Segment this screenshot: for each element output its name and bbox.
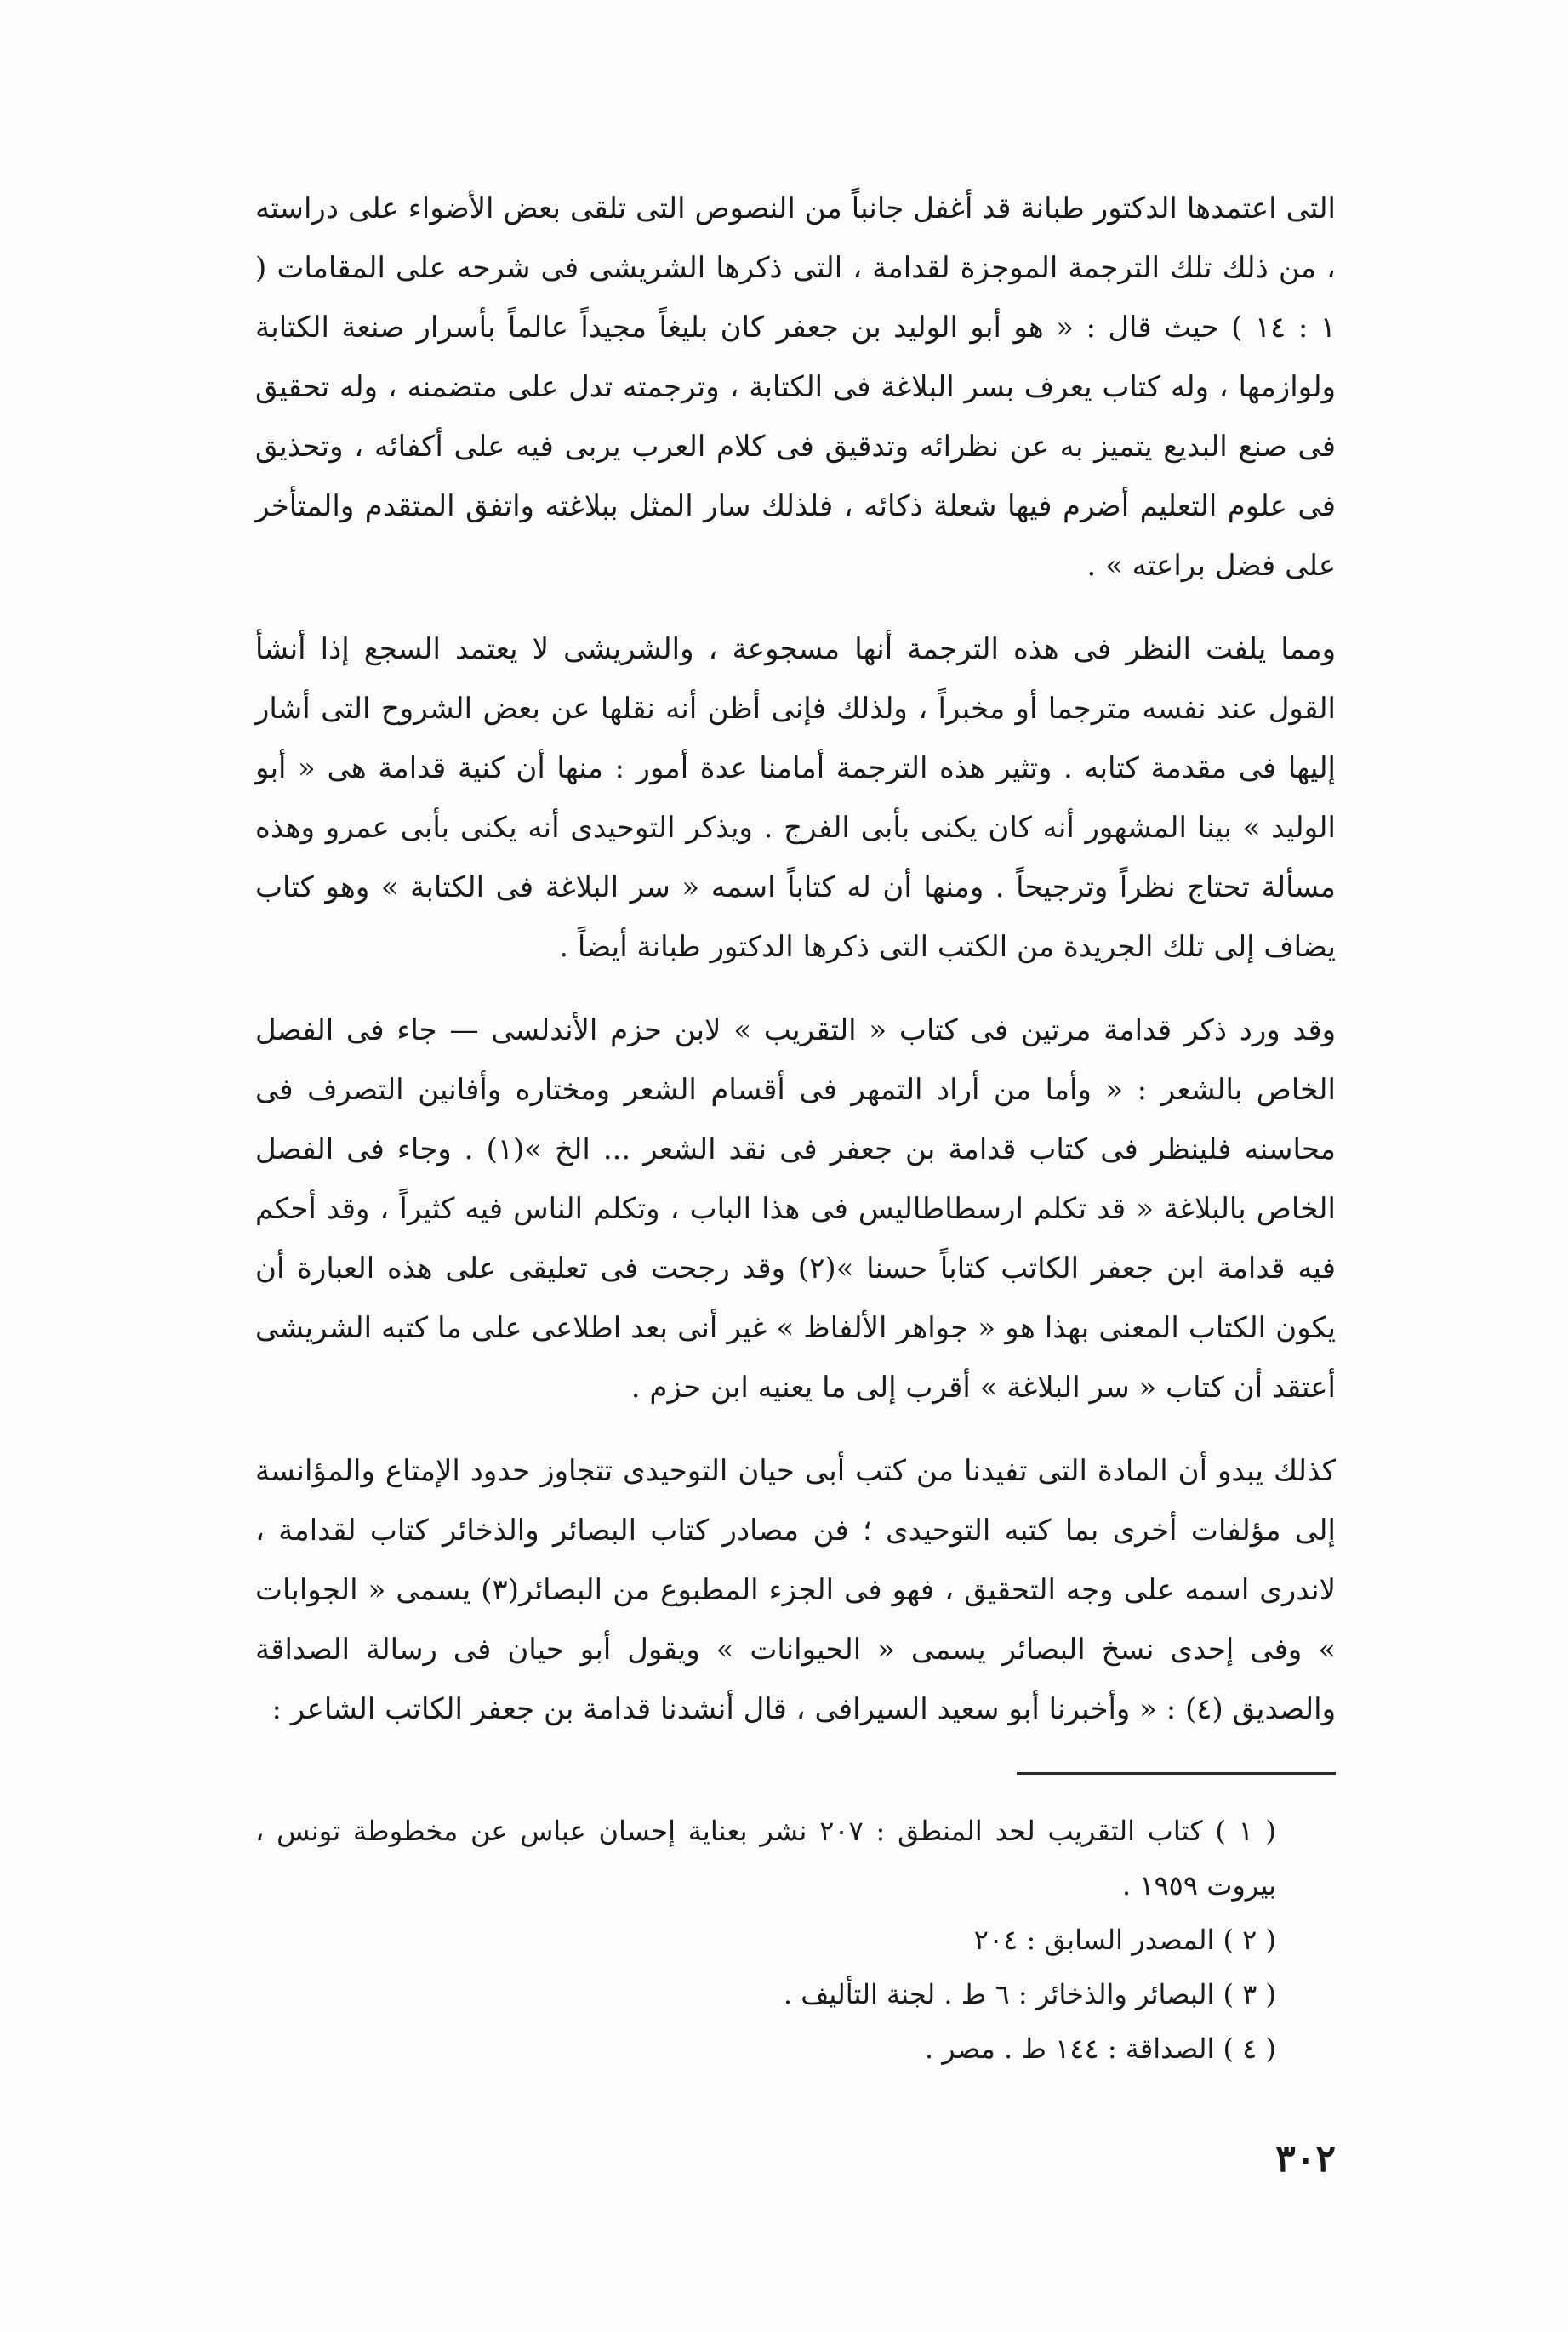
footnote-separator xyxy=(1017,1772,1336,1775)
footnote-2: ( ٢ ) المصدر السابق : ٢٠٤ xyxy=(973,1924,1276,1956)
main-text xyxy=(255,179,1336,1739)
page-number: ٣٠٢ xyxy=(1275,2137,1336,2181)
footnote-1: ( ١ ) كتاب التقريب لحد المنطق : ٢٠٧ نشر بعناية إحسان عباس عن مخطوطة تونس ، بيروت ١٩٥٩ . xyxy=(255,1815,1276,1902)
paragraph-3: وقد ورد ذكر قدامة مرتين فى كتاب « التقريب » لابن حزم الأندلسى — جاء فى الفصل الخاص بالشعر : « وأما من أراد التمهر فى أقسام الشعر ومختاره وأفانين التصرف فى محاسنه فلينظر فى كتاب قدامة بن جعفر فى نقد الشعر ... الخ »(١) . وجاء فى الفصل الخاص بالبلاغة « قد تكلم ارسطاطاليس فى هذا الباب ، وتكلم الناس فيه كثيراً ، وقد أحكم فيه قدامة ابن جعفر الكاتب كتاباً حسنا »(٢) وقد رجحت فى تعليقى على هذه العبارة أن يكون الكتاب المعنى بهذا هو « جواهر الألفاظ » غير أنى بعد اطلاعى على ما كتبه الشريشى أعتقد أن كتاب « سر البلاغة » أقرب إلى ما يعنيه ابن حزم . xyxy=(255,1013,1336,1405)
paragraph-2: ومما يلفت النظر فى هذه الترجمة أنها مسجوعة ، والشريشى لا يعتمد السجع إذا أنشأ القول عند نفسه مترجما أو مخبراً ، ولذلك فإنى أظن أنه نقلها عن بعض الشروح التى أشار إليها فى مقدمة كتابه . وتثير هذه الترجمة أمامنا عدة أمور : منها أن كنية قدامة هى « أبو الوليد » بينا المشهور أنه كان يكنى بأبى الفرج . ويذكر التوحيدى أنه يكنى بأبى عمرو وهذه مسألة تحتاج نظراً وترجيحاً . ومنها أن له كتاباً اسمه « سر البلاغة فى الكتابة » وهو كتاب يضاف إلى تلك الجريدة من الكتب التى ذكرها الدكتور طبانة أيضاً . xyxy=(255,632,1336,964)
footnotes xyxy=(255,1804,1336,2076)
footnote-3: ( ٣ ) البصائر والذخائر : ٦ ط . لجنة التأليف . xyxy=(783,1978,1276,2010)
footnote-4: ( ٤ ) الصداقة : ١٤٤ ط . مصر . xyxy=(924,2033,1276,2065)
paragraph-1: التى اعتمدها الدكتور طبانة قد أغفل جانباً من النصوص التى تلقى بعض الأضواء على دراسته ، من ذلك تلك الترجمة الموجزة لقدامة ، التى ذكرها الشريشى فى شرحه على المقامات ( ١ : ١٤ ) حيث قال : « هو أبو الوليد بن جعفر كان بليغاً مجيداً عالماً بأسرار صنعة الكتابة ولوازمها ، وله كتاب يعرف بسر البلاغة فى الكتابة ، وترجمته تدل على متضمنه ، وله تحقيق فى صنع البديع يتميز به عن نظرائه وتدقيق فى كلام العرب يربى فيه على أكفائه ، وتحذيق فى علوم التعليم أضرم فيها شعلة ذكائه ، فلذلك سار المثل ببلاغته واتفق المتقدم والمتأخر على فضل براعته » . xyxy=(255,191,1336,583)
paragraph-4: كذلك يبدو أن المادة التى تفيدنا من كتب أبى حيان التوحيدى تتجاوز حدود الإمتاع والمؤانسة إلى مؤلفات أخرى بما كتبه التوحيدى ؛ فن مصادر كتاب البصائر والذخائر كتاب لقدامة ، لاندرى اسمه على وجه التحقيق ، فهو فى الجزء المطبوع من البصائر(٣) يسمى « الجوابات » وفى إحدى نسخ البصائر يسمى « الحيوانات » ويقول أبو حيان فى رسالة الصداقة والصديق (٤) : « وأخبرنا أبو سعيد السيرافى ، قال أنشدنا قدامة بن جعفر الكاتب الشاعر : xyxy=(255,1454,1336,1726)
